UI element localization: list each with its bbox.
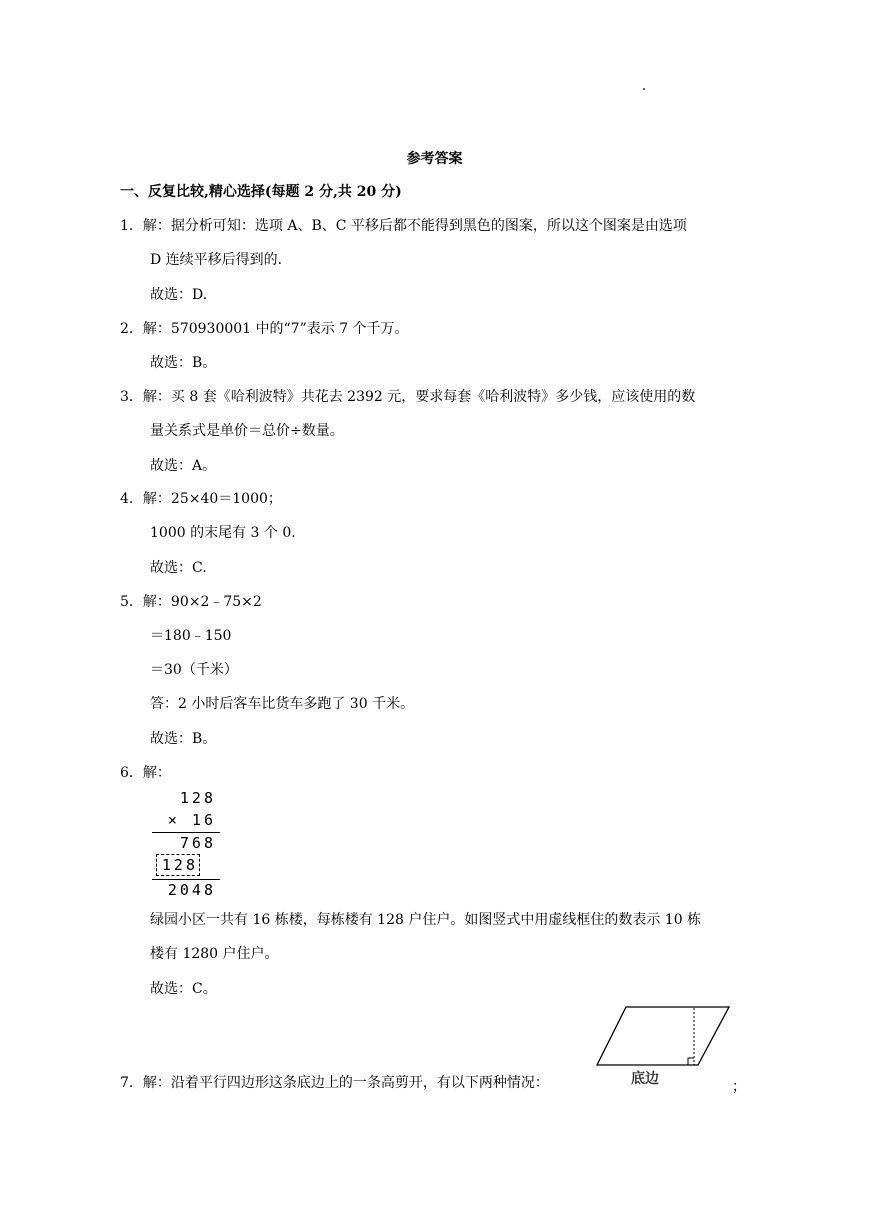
- q5-line2: ＝180﹣150: [150, 628, 232, 644]
- mult-rule-1: [152, 832, 220, 833]
- q3-line1: 3．解：买 8 套《哈利波特》共花去 2392 元，要求每套《哈利波特》多少钱，应该使用的数: [120, 389, 696, 405]
- q5-answer: 故选：B。: [150, 731, 217, 747]
- q6-line3: 楼有 1280 户住户。: [150, 946, 279, 962]
- q6-line1: 6．解：: [120, 765, 171, 781]
- q6-answer: 故选：C。: [150, 981, 217, 997]
- q1-answer: 故选：D.: [150, 287, 208, 303]
- q3-line2: 量关系式是单价＝总价÷数量。: [150, 423, 344, 439]
- page-title: 参考答案: [406, 151, 463, 167]
- mult-multiplier: × 16: [167, 811, 216, 829]
- vertical-multiplication: [148, 789, 220, 901]
- parallelogram-figure: [594, 1003, 734, 1069]
- q4-line2: 1000 的末尾有 3 个 0.: [150, 525, 296, 541]
- mult-partial-product-1: 768: [179, 834, 216, 852]
- q7-line1: 7．解：沿着平行四边形这条底边上的一条高剪开，有以下两种情况：: [120, 1075, 549, 1091]
- q5-line1: 5．解：90×2﹣75×2: [120, 594, 262, 610]
- q2-answer: 故选：B。: [150, 355, 217, 371]
- mult-partial-product-2: 128: [161, 856, 198, 874]
- q4-line1: 4．解：25×40＝1000；: [120, 491, 282, 507]
- q7-trailing: ；: [732, 1079, 746, 1095]
- section-heading: 一、反复比较,精心选择(每题 2 分,共 20 分): [120, 184, 402, 200]
- mult-rule-2: [152, 879, 220, 880]
- figure-label-base: 底边: [631, 1071, 659, 1087]
- header-dot: [643, 88, 645, 90]
- q1-line1: 1．解：据分析可知：选项 A、B、C 平移后都不能得到黑色的图案，所以这个图案是由选项: [120, 218, 687, 234]
- q2-line1: 2．解：570930001 中的“7”表示 7 个千万。: [120, 321, 409, 337]
- q5-line3: ＝30（千米）: [150, 662, 238, 678]
- q6-line2: 绿园小区一共有 16 栋楼，每栋楼有 128 户住户。如图竖式中用虚线框住的数表示 10 栋: [150, 912, 702, 928]
- q3-answer: 故选：A。: [150, 458, 217, 474]
- q4-answer: 故选：C.: [150, 560, 207, 576]
- q1-line2: D 连续平移后得到的.: [150, 252, 283, 268]
- q5-line4: 答：2 小时后客车比货车多跑了 30 千米。: [150, 696, 415, 712]
- mult-multiplicand: 128: [179, 789, 216, 807]
- mult-result: 2048: [167, 881, 216, 899]
